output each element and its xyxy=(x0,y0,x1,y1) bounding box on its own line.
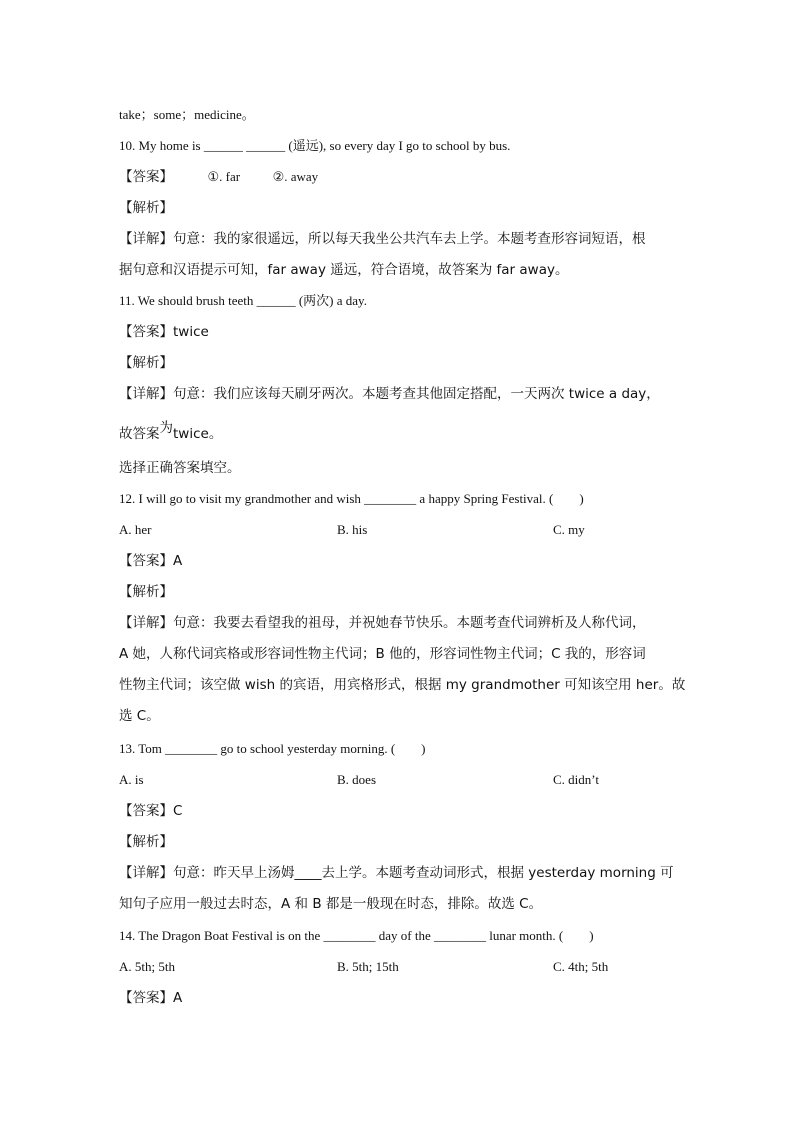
option-a: A. is xyxy=(119,772,144,787)
option-a: A. 5th; 5th xyxy=(119,959,175,974)
detail-line: 【详解】句意：昨天早上汤姆____去上学。本题考查动词形式，根据 yesterday morning 可 xyxy=(119,865,674,881)
detail-line: 【详解】句意：我们应该每天刷牙两次。本题考查其他固定搭配，一天两次 twice a day， xyxy=(119,386,660,402)
option-c: C. 4th; 5th xyxy=(553,959,609,974)
analysis-label: 【解析】 xyxy=(119,200,173,216)
analysis-label: 【解析】 xyxy=(119,584,173,600)
question-11: 11. We should brush teeth ______ (两次) a day. xyxy=(119,293,367,308)
option-c: C. my xyxy=(553,522,585,537)
answer-line: 【答案】twice xyxy=(119,324,209,340)
analysis-label: 【解析】 xyxy=(119,834,173,850)
answer-value: ①. far xyxy=(207,169,241,184)
question-12: 12. I will go to visit my grandmother and wish ________ a happy Spring Festival. ( ) xyxy=(119,491,584,506)
option-b: B. his xyxy=(337,522,368,537)
option-a: A. her xyxy=(119,522,152,537)
detail-line: 【详解】句意：我要去看望我的祖母，并祝她春节快乐。本题考查代词辨析及人称代词， xyxy=(119,615,646,631)
detail-text: 故答案 xyxy=(119,426,160,442)
detail-line: 据句意和汉语提示可知，far away 遥远，符合语境，故答案为 far away。 xyxy=(119,262,569,278)
section-title: 选择正确答案填空。 xyxy=(119,460,241,476)
detail-text: twice。 xyxy=(173,426,223,442)
text-line: take；some；medicine。 xyxy=(119,107,255,122)
answer-label: 【答案】 xyxy=(119,169,173,185)
detail-text-raised: 为 xyxy=(159,420,173,436)
detail-line xyxy=(119,420,679,442)
detail-line: 知句子应用一般过去时态，A 和 B 都是一般现在时态，排除。故选 C。 xyxy=(119,896,543,912)
question-14: 14. The Dragon Boat Festival is on the ________ day of the ________ lunar month. ( ) xyxy=(119,928,594,943)
detail-line: 【详解】句意：我的家很遥远，所以每天我坐公共汽车去上学。本题考查形容词短语，根 xyxy=(119,231,646,247)
answer-line: 【答案】A xyxy=(119,990,183,1006)
question-10: 10. My home is ______ ______ (遥远), so every day I go to school by bus. xyxy=(119,138,511,153)
answer-line: 【答案】A xyxy=(119,553,183,569)
detail-line: A 她，人称代词宾格或形容词性物主代词；B 他的，形容词性物主代词；C 我的，形容词 xyxy=(119,646,646,662)
detail-line: 性物主代词；该空做 wish 的宾语，用宾格形式，根据 my grandmother 可知该空用 her。故 xyxy=(119,677,686,693)
answer-line xyxy=(119,169,679,185)
analysis-label: 【解析】 xyxy=(119,355,173,371)
option-c: C. didn’t xyxy=(553,772,599,787)
option-b: B. does xyxy=(337,772,376,787)
answer-value: ②. away xyxy=(272,169,319,184)
answer-line: 【答案】C xyxy=(119,803,183,819)
question-13: 13. Tom ________ go to school yesterday morning. ( ) xyxy=(119,741,426,756)
option-b: B. 5th; 15th xyxy=(337,959,399,974)
detail-line: 选 C。 xyxy=(119,708,160,724)
